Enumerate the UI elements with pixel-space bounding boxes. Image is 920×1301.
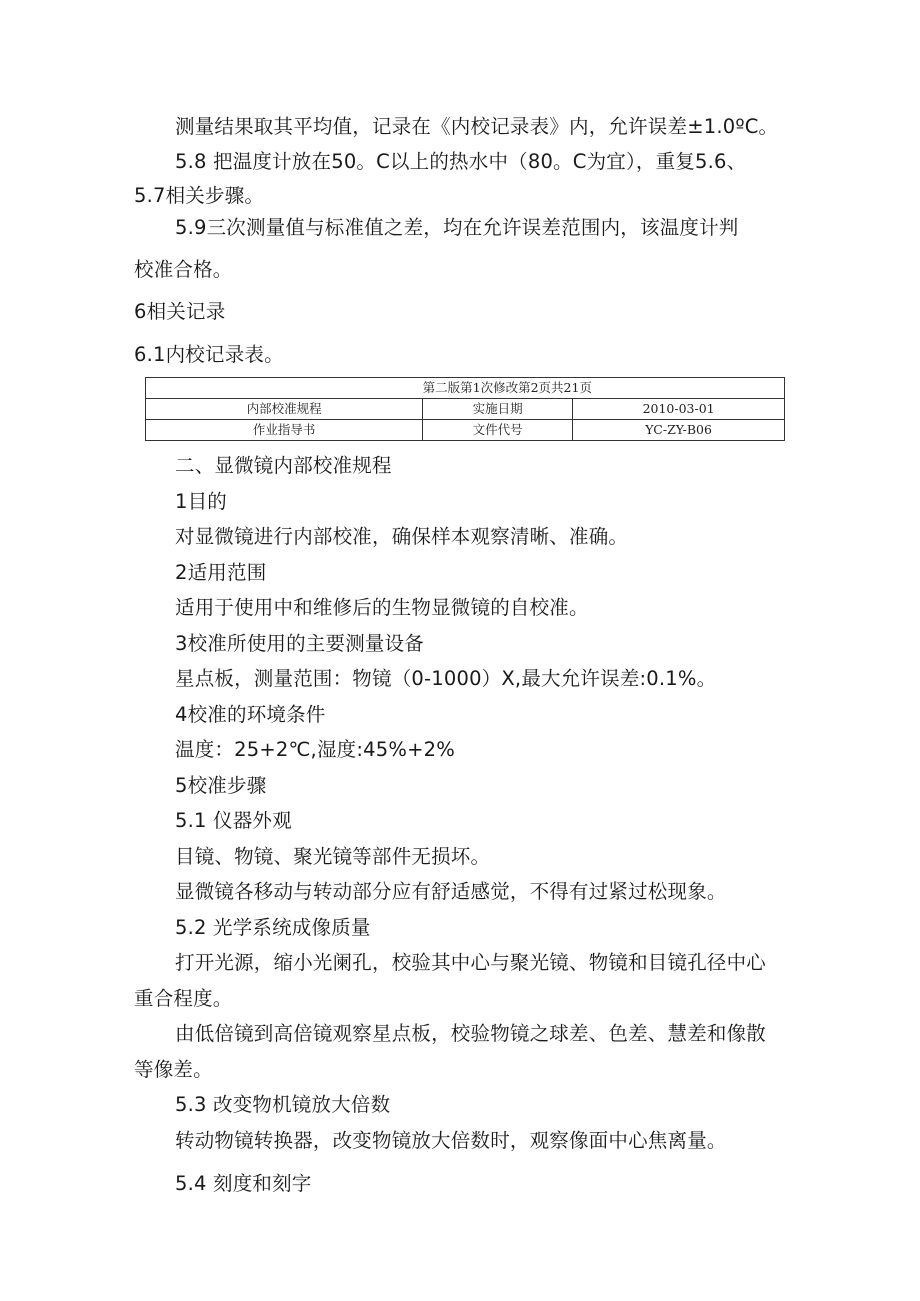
paragraph-line: 适用于使用中和维修后的生物显微镜的自校准。 (175, 596, 589, 619)
section-heading: 3校准所使用的主要测量设备 (175, 632, 425, 655)
document-code-label: 文件代号 (423, 420, 573, 441)
paragraph-line: 等像差。 (134, 1058, 213, 1081)
paragraph-line: 显微镜各移动与转动部分应有舒适感觉，不得有过紧过松现象。 (175, 880, 727, 903)
effective-date-label: 实施日期 (423, 399, 573, 420)
section-heading: 2适用范围 (175, 561, 267, 584)
document-code-value: YC-ZY-B06 (573, 420, 785, 441)
procedure-name: 内部校准规程 (146, 399, 423, 420)
effective-date-value: 2010-03-01 (573, 399, 785, 420)
paragraph-line: 5.9三次测量值与标准值之差，均在允许误差范围内，该温度计判 (175, 216, 739, 239)
chapter-title: 二、显微镜内部校准规程 (175, 454, 392, 477)
document-header-table (145, 377, 785, 441)
section-heading: 6相关记录 (134, 300, 226, 323)
paragraph-line: 测量结果取其平均值，记录在《内校记录表》内，允许误差±1.0ºC。 (175, 115, 779, 138)
table-row (146, 420, 785, 441)
section-heading: 6.1内校记录表。 (134, 343, 284, 366)
document-type: 作业指导书 (146, 420, 423, 441)
table-row (146, 399, 785, 420)
paragraph-line: 重合程度。 (134, 987, 233, 1010)
paragraph-line: 由低倍镜到高倍镜观察星点板，校验物镜之球差、色差、慧差和像散 (175, 1022, 767, 1045)
subsection-heading: 5.4 刻度和刻字 (175, 1172, 312, 1195)
paragraph-line: 5.7相关步骤。 (134, 184, 265, 207)
paragraph-line: 温度：25+2℃,湿度:45%+2% (175, 738, 455, 761)
paragraph-line: 转动物镜转换器，改变物镜放大倍数时，观察像面中心焦离量。 (175, 1129, 727, 1152)
paragraph-line: 对显微镜进行内部校准，确保样本观察清晰、准确。 (175, 525, 629, 548)
revision-page-info: 第二版第1次修改第2页共21页 (423, 378, 785, 399)
section-heading: 5校准步骤 (175, 774, 267, 797)
subsection-heading: 5.3 改变物机镜放大倍数 (175, 1093, 391, 1116)
paragraph-line: 5.8 把温度计放在50。C以上的热水中（80。C为宜），重复5.6、 (175, 150, 747, 173)
paragraph-line: 打开光源，缩小光阑孔，校验其中心与聚光镜、物镜和目镜孔径中心 (175, 951, 767, 974)
subsection-heading: 5.2 光学系统成像质量 (175, 916, 371, 939)
paragraph-line: 校准合格。 (134, 258, 233, 281)
subsection-heading: 5.1 仪器外观 (175, 809, 292, 832)
table-row (146, 378, 785, 399)
table-cell (146, 378, 423, 399)
paragraph-line: 目镜、物镜、聚光镜等部件无损坏。 (175, 845, 491, 868)
section-heading: 4校准的环境条件 (175, 703, 326, 726)
paragraph-line: 星点板，测量范围：物镜（0-1000）X,最大允许误差:0.1%。 (175, 667, 717, 690)
section-heading: 1目的 (175, 490, 228, 513)
